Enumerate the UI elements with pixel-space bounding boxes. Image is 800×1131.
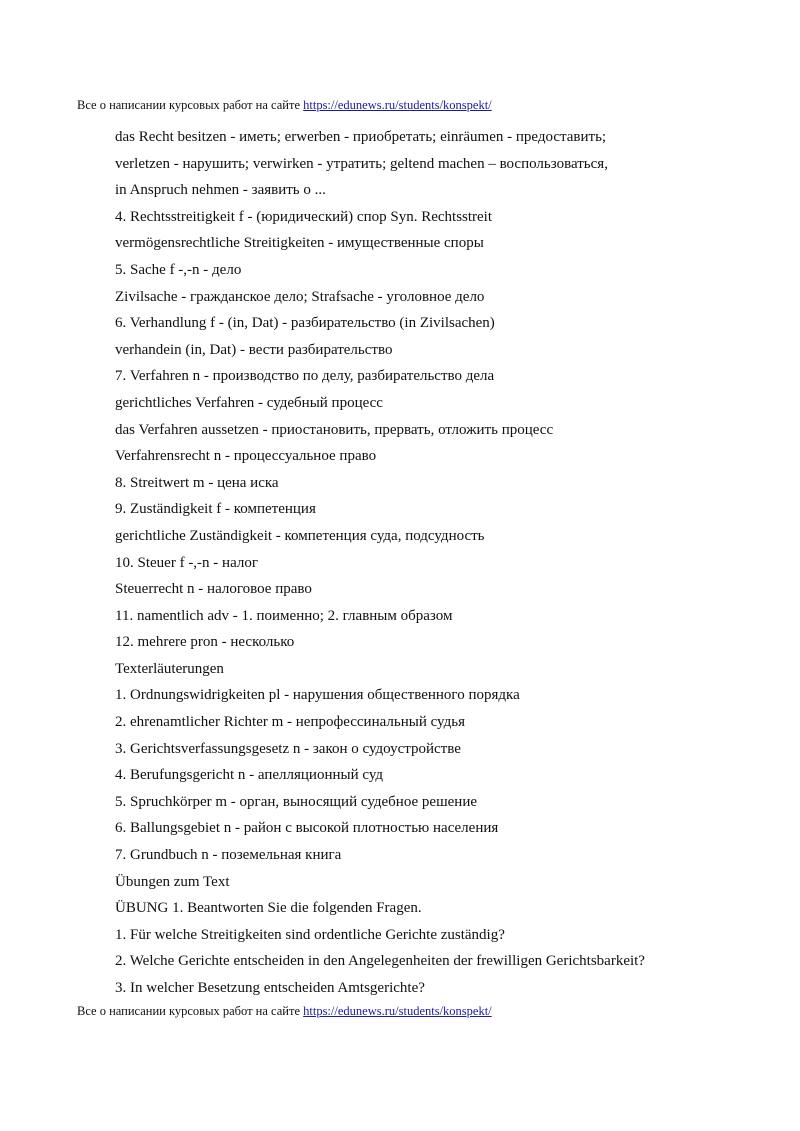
text-line: verhandein (in, Dat) - вести разбирательство [115, 341, 393, 358]
exercise-title: ÜBUNG 1. Beantworten Sie die folgenden Fragen. [115, 900, 422, 917]
text-line: 1. Ordnungswidrigkeiten pl - нарушения общественного порядка [115, 687, 520, 704]
header-link[interactable]: https://edunews.ru/students/konspekt/ [303, 98, 492, 112]
section-heading: Texterläuterungen [115, 660, 224, 677]
text-line: 10. Steuer f -,-n - налог [115, 554, 259, 571]
footer-text: Все о написании курсовых работ на сайте [77, 1004, 300, 1018]
text-line: verletzen - нарушить; verwirken - утратить; geltend machen – воспользоваться, [115, 155, 608, 172]
text-line: das Recht besitzen - иметь; erwerben - приобретать; einräumen - предоставить; [115, 129, 607, 145]
question-line: 2. Welche Gerichte entscheiden in den Angelegenheiten der frewilligen Gerichtsbarkeit? [115, 953, 645, 970]
text-line: 7. Verfahren n - производство по делу, разбирательство дела [115, 368, 495, 385]
footer-link[interactable]: https://edunews.ru/students/konspekt/ [303, 1004, 492, 1018]
text-line: in Anspruch nehmen - заявить о ... [115, 182, 326, 199]
document-body [115, 124, 755, 1002]
text-line: 11. namentlich adv - 1. поименно; 2. главным образом [115, 607, 453, 624]
text-line: gerichtliches Verfahren - судебный процесс [115, 394, 383, 411]
text-line: 12. mehrere pron - несколько [115, 634, 295, 651]
text-line: das Verfahren aussetzen - приостановить, прервать, отложить процесс [115, 421, 554, 438]
text-line: 4. Berufungsgericht n - апелляционный суд [115, 767, 384, 784]
page-footer [77, 1003, 492, 1019]
text-line: 9. Zuständigkeit f - компетенция [115, 501, 316, 518]
text-line: 5. Spruchkörper m - орган, выносящий судебное решение [115, 793, 477, 810]
text-line: 8. Streitwert m - цена иска [115, 474, 279, 491]
question-line: 3. In welcher Besetzung entscheiden Amtsgerichte? [115, 980, 425, 996]
text-line: Steuerrecht n - налоговое право [115, 581, 312, 598]
text-line: 7. Grundbuch n - поземельная книга [115, 847, 342, 864]
question-line: 1. Für welche Streitigkeiten sind ordentliche Gerichte zuständig? [115, 926, 505, 943]
text-line: 3. Gerichtsverfassungsgesetz n - закон о судоустройстве [115, 740, 461, 757]
section-heading: Übungen zum Text [115, 873, 230, 890]
text-line: 6. Ballungsgebiet n - район с высокой плотностью населения [115, 820, 499, 837]
text-line: vermögensrechtliche Streitigkeiten - имущественные споры [115, 235, 484, 252]
text-line: gerichtliche Zuständigkeit - компетенция суда, подсудность [115, 527, 485, 544]
text-line: 2. ehrenamtlicher Richter m - непрофессинальный судья [115, 714, 465, 731]
text-line: 6. Verhandlung f - (in, Dat) - разбирательство (in Zivilsachen) [115, 315, 495, 332]
text-line: Verfahrensrecht n - процессуальное право [115, 448, 377, 465]
text-line: 4. Rechtsstreitigkeit f - (юридический) спор Syn. Rechtsstreit [115, 208, 493, 225]
text-line: Zivilsache - гражданское дело; Strafsache - уголовное дело [115, 288, 485, 305]
text-line: 5. Sache f -,-n - дело [115, 261, 242, 278]
header-text: Все о написании курсовых работ на сайте [77, 98, 300, 112]
page-header [77, 97, 492, 113]
